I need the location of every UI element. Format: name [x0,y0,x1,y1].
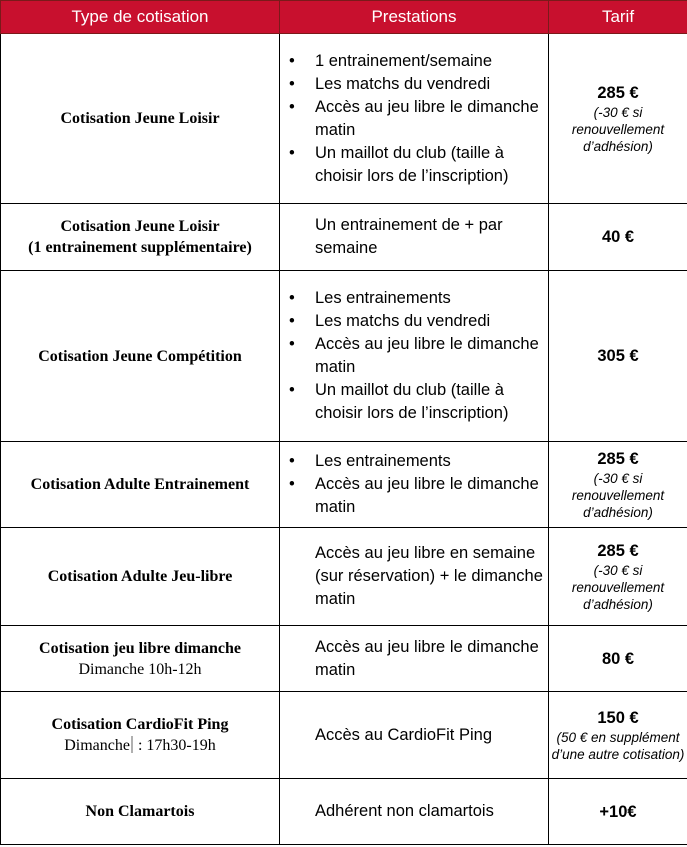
prestations-text: Accès au CardioFit Ping [315,725,492,744]
text-cursor [131,736,133,753]
cotisation-name: Cotisation Jeune Compétition [38,347,242,365]
prestations-list [280,450,548,519]
list-item: • Les entrainements [280,450,548,473]
price-note: (-30 € si renouvellement d’adhésion) [571,563,665,612]
prestations-list [280,50,548,188]
schedule-text: Dimanche 10h-12h [78,660,202,678]
type-cell [1,626,280,692]
table-row [1,528,687,626]
price: +10€ [599,802,637,821]
price: 285 € [597,450,639,468]
price: 40 € [601,228,635,246]
tarif-cell [549,779,687,845]
type-cell [1,442,280,528]
table-row [1,692,687,779]
prestations-cell [280,442,549,528]
list-item: • Les matchs du vendredi [280,310,548,333]
prestations-cell [280,626,549,692]
prestations-cell [280,34,549,204]
tarif-cell [549,692,687,779]
table-row [1,779,687,845]
tarif-cell [549,34,687,204]
tarif-cell [549,626,687,692]
cotisation-name: Cotisation Jeune Loisir [60,218,220,235]
prestations-cell [280,779,549,845]
table-row [1,626,687,692]
header-type: Type de cotisation [1,1,280,34]
prestations-text: Accès au jeu libre le dimanche matin [315,637,539,679]
table-row [1,34,687,204]
cotisation-name: Cotisation jeu libre dimanche [39,639,241,657]
schedule-hours: : 17h30-19h [133,737,216,754]
type-cell [1,779,280,845]
prestations-cell [280,204,549,271]
cotisation-name: Cotisation Jeune Loisir [60,110,220,127]
type-cell [1,692,280,779]
tarif-cell [549,204,687,271]
list-item: • Accès au jeu libre le dimanche matin [280,96,548,142]
table-row [1,442,687,528]
price: 150 € [597,709,639,727]
prestations-cell [280,271,549,442]
price: 285 € [597,542,639,560]
header-row [1,1,687,34]
table-row [1,271,687,442]
schedule-day: Dimanche [64,737,130,754]
list-item: • Un maillot du club (taille à choisir lors de l’inscription) [280,379,548,425]
cotisation-name-detail: (1 entrainement supplémentaire) [28,239,252,256]
header-tarif: Tarif [549,1,687,34]
price-note: (-30 € si renouvellement d’adhésion) [571,471,665,520]
table-row [1,204,687,271]
cotisation-name: Non Clamartois [85,803,195,820]
cotisation-name: Cotisation Adulte Jeu-libre [47,568,233,585]
price-note: (50 € en supplément d’une autre cotisation) [551,730,685,762]
type-cell [1,204,280,271]
tarif-cell [549,442,687,528]
cotisation-name: Cotisation CardioFit Ping [51,716,229,733]
list-item: • Accès au jeu libre le dimanche matin [280,333,548,379]
list-item: • Accès au jeu libre le dimanche matin [280,473,548,519]
list-item: • 1 entrainement/semaine [280,50,548,73]
schedule-text [1,735,279,756]
type-cell [1,34,280,204]
list-item: • Les matchs du vendredi [280,73,548,96]
price: 305 € [597,347,639,365]
price: 80 € [601,649,635,668]
type-cell [1,528,280,626]
list-item: • Les entrainements [280,287,548,310]
price-note: (-30 € si renouvellement d’adhésion) [571,105,665,154]
prestations-cell [280,692,549,779]
type-cell [1,271,280,442]
prestations-text: Un entrainement de + par semaine [315,216,503,257]
cotisation-name: Cotisation Adulte Entrainement [30,476,250,493]
header-prestations: Prestations [280,1,549,34]
prestations-cell [280,528,549,626]
tarif-cell [549,528,687,626]
price: 285 € [597,84,639,102]
prestations-list [280,287,548,425]
prestations-text: Accès au jeu libre en semaine (sur réservation) + le dimanche matin [315,544,543,608]
prestations-text: Adhérent non clamartois [315,802,494,820]
tarif-cell [549,271,687,442]
list-item: • Un maillot du club (taille à choisir lors de l’inscription) [280,142,548,188]
